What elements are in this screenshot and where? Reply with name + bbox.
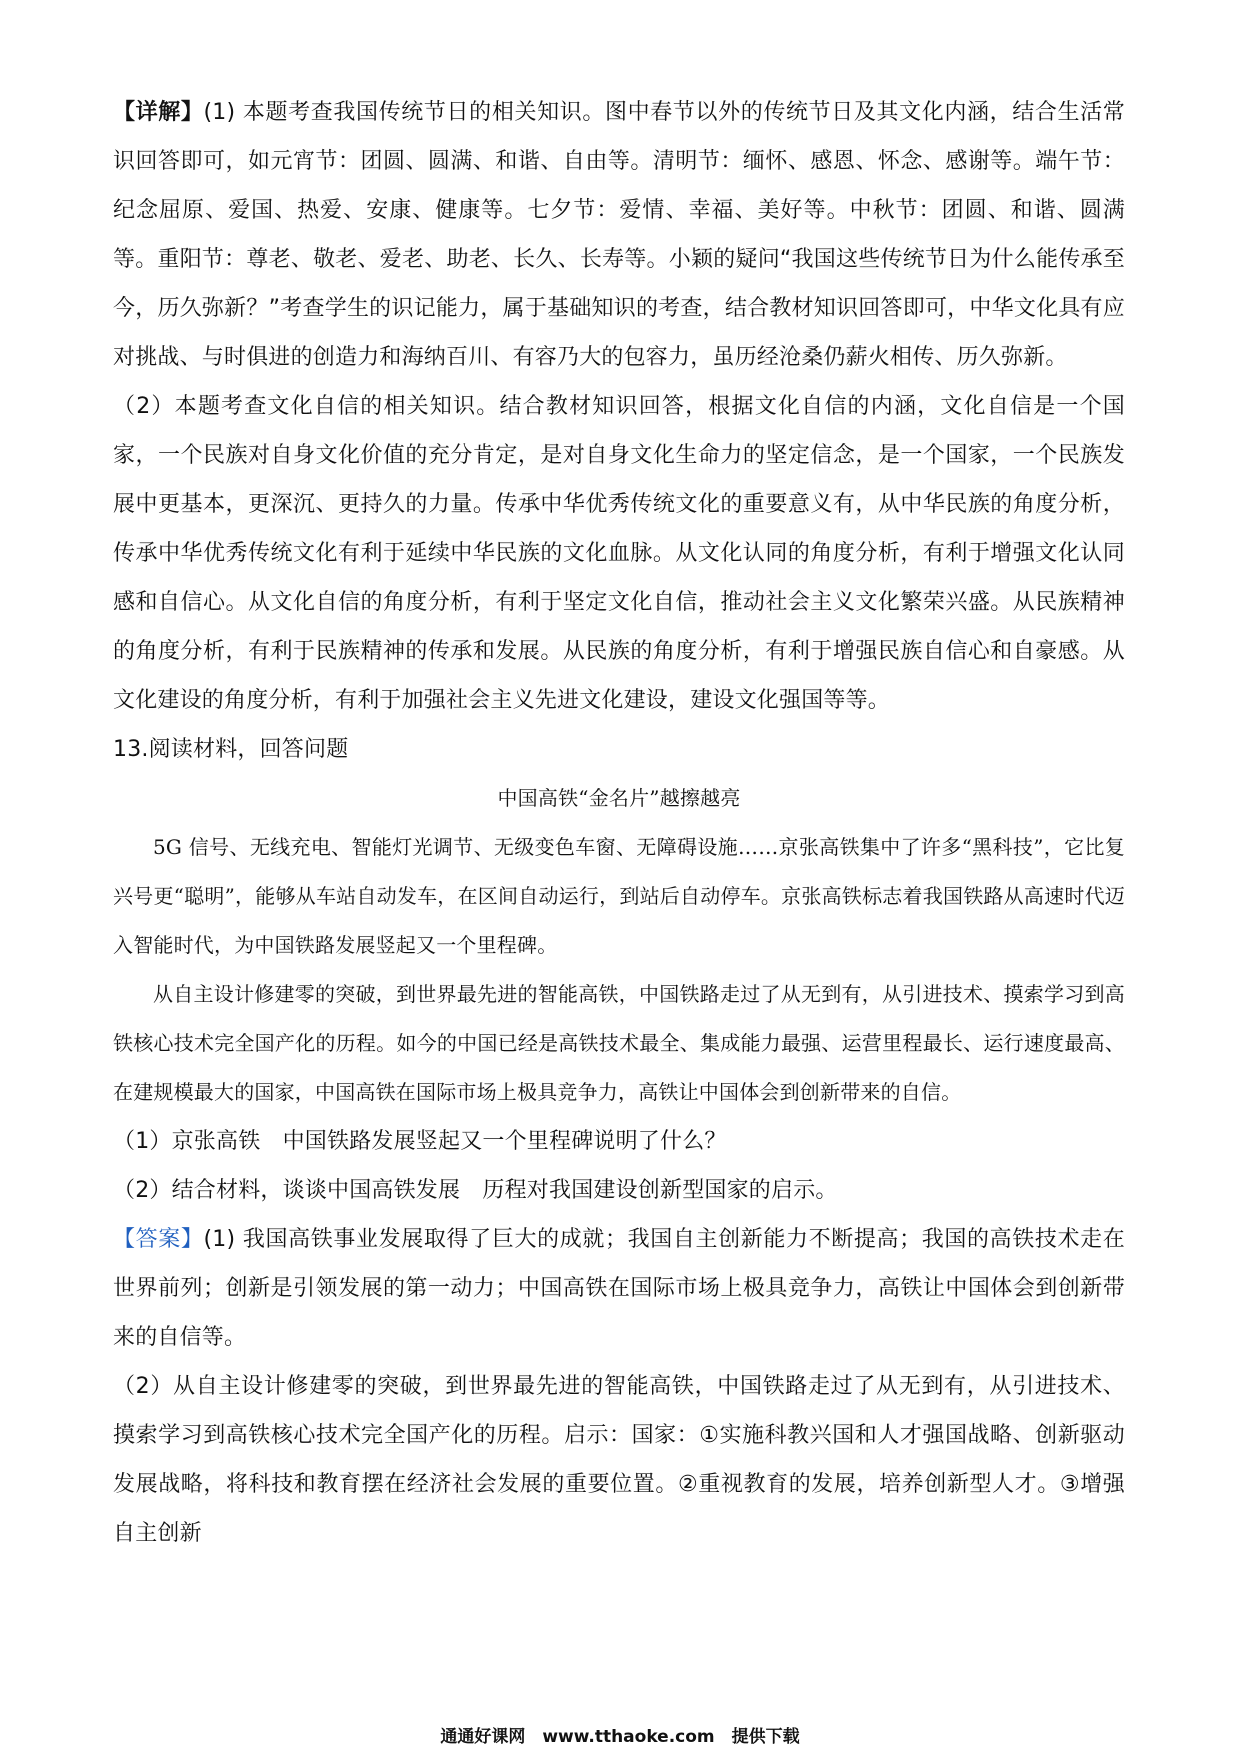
question-2: （2）结合材料，谈谈中国高铁发展 历程对我国建设创新型国家的启示。 xyxy=(113,1178,838,1203)
material-title: 中国高铁“金名片”越擦越亮 xyxy=(497,786,741,810)
answer-paragraph-1 xyxy=(113,1215,1125,1362)
detail-tag: 【详解】 xyxy=(113,100,204,125)
page-footer: 通通好课网 www.tthaoke.com 提供下载 xyxy=(440,1727,800,1747)
answer-tag: 【答案】 xyxy=(113,1227,204,1252)
material-paragraph-1: 5G 信号、无线充电、智能灯光调节、无级变色车窗、无障碍设施……京张高铁集中了许多“黑科技”，它比复兴号更“聪明”，能够从车站自动发车，在区间自动运行，到站后自动停车。京张高铁标志着我国铁路从高速时代迈入智能时代，为中国铁路发展竖起又一个里程碑。 xyxy=(113,835,1125,957)
detail-text-1: (1) 本题考查我国传统节日的相关知识。图中春节以外的传统节日及其文化内涵，结合生活常识回答即可，如元宵节：团圆、圆满、和谐、自由等。清明节：缅怀、感恩、怀念、感谢等。端午节：纪念屈原、爱国、热爱、安康、健康等。七夕节：爱情、幸福、美好等。中秋节：团圆、和谐、圆满等。重阳节：尊老、敬老、爱老、助老、长久、长寿等。小颖的疑问“我国这些传统节日为什么能传承至今，历久弥新？”考查学生的识记能力，属于基础知识的考查，结合教材知识回答即可，中华文化具有应对挑战、与时俱进的创造力和海纳百川、有容乃大的包容力，虽历经沧桑仍薪火相传、历久弥新。 xyxy=(113,100,1125,370)
document-body xyxy=(113,88,1125,1558)
detail-paragraph-1 xyxy=(113,88,1125,382)
answer-paragraph-2: （2）从自主设计修建零的突破，到世界最先进的智能高铁，中国铁路走过了从无到有，从引进技术、摸索学习到高铁核心技术完全国产化的历程。启示：国家：①实施科教兴国和人才强国战略、创新驱动发展战略，将科技和教育摆在经济社会发展的重要位置。②重视教育的发展，培养创新型人才。③增强自主创新 xyxy=(113,1374,1125,1546)
question-1: （1）京张高铁 中国铁路发展竖起又一个里程碑说明了什么？ xyxy=(113,1129,727,1154)
material-paragraph-2: 从自主设计修建零的突破，到世界最先进的智能高铁，中国铁路走过了从无到有，从引进技术、摸索学习到高铁核心技术完全国产化的历程。如今的中国已经是高铁技术最全、集成能力最强、运营里程最长、运行速度最高、在建规模最大的国家，中国高铁在国际市场上极具竞争力，高铁让中国体会到创新带来的自信。 xyxy=(113,982,1125,1104)
answer-text-1: (1) 我国高铁事业发展取得了巨大的成就；我国自主创新能力不断提高；我国的高铁技术走在世界前列；创新是引领发展的第一动力；中国高铁在国际市场上极具竞争力，高铁让中国体会到创新带来的自信等。 xyxy=(113,1227,1125,1350)
detail-paragraph-2: （2）本题考查文化自信的相关知识。结合教材知识回答，根据文化自信的内涵，文化自信是一个国家，一个民族对自身文化价值的充分肯定，是对自身文化生命力的坚定信念，是一个国家，一个民族发展中更基本，更深沉、更持久的力量。传承中华优秀传统文化的重要意义有，从中华民族的角度分析，传承中华优秀传统文化有利于延续中华民族的文化血脉。从文化认同的角度分析，有利于增强文化认同感和自信心。从文化自信的角度分析，有利于坚定文化自信，推动社会主义文化繁荣兴盛。从民族精神的角度分析，有利于民族精神的传承和发展。从民族的角度分析，有利于增强民族自信心和自豪感。从文化建设的角度分析，有利于加强社会主义先进文化建设，建设文化强国等等。 xyxy=(113,394,1125,713)
question-heading: 13.阅读材料，回答问题 xyxy=(113,737,349,762)
